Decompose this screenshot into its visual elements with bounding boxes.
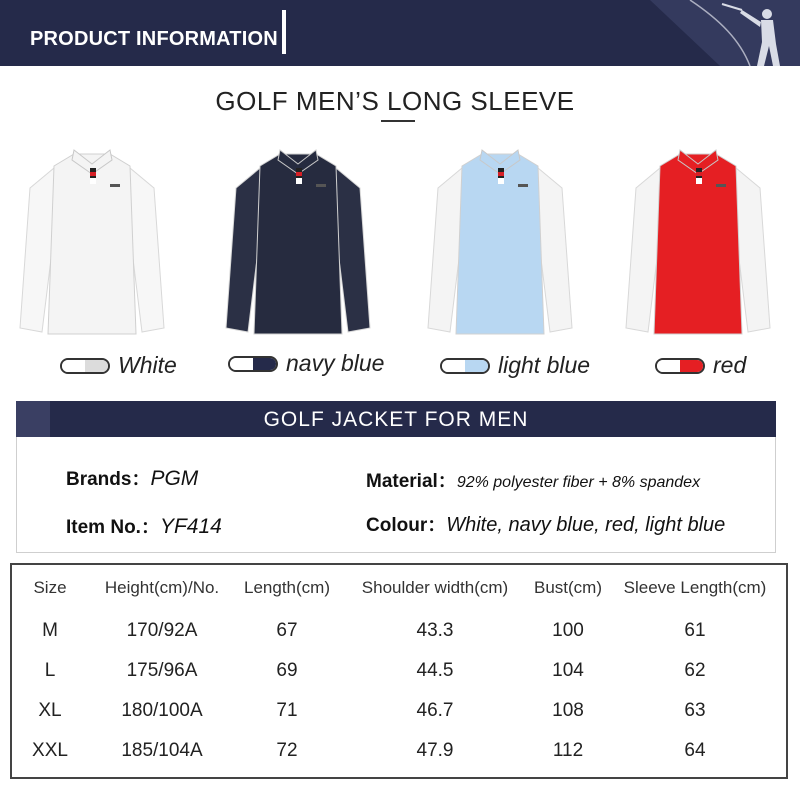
table-cell: 180/100A [121,700,203,721]
color-label: navy blue [286,350,385,376]
table-cell: XL [38,700,62,721]
table-cell: 62 [684,660,706,681]
table-cell: 64 [684,740,706,761]
shirt-3-image [420,138,580,338]
golfer-silhouette-icon [630,0,800,66]
color-option-3 [440,352,590,379]
table-cell: 63 [684,700,706,721]
shirt-1-image [12,138,172,338]
table-cell: 43.3 [416,620,454,641]
table-cell: 108 [552,700,584,721]
color-option-1 [60,352,177,379]
banner-title: PRODUCT INFORMATION [30,28,278,50]
table-cell: 46.7 [416,700,454,721]
table-header-cell: Length(cm) [244,578,330,597]
table-cell: 61 [684,620,706,641]
item-value: YF414 [159,515,222,538]
material-row [366,466,700,493]
color-label: light blue [498,352,591,378]
colour-value: White, navy blue, red, light blue [446,514,726,536]
table-cell: 44.5 [416,660,454,681]
colour-row [366,510,725,537]
table-header-cell: Size [33,578,67,597]
color-swatch [655,358,705,374]
shirt-4-image [618,138,778,338]
table-header-cell: Bust(cm) [534,578,602,597]
table-cell: XXL [32,740,68,761]
table-cell: 72 [276,740,298,761]
brand-value: PGM [150,467,199,490]
banner-divider [282,10,286,54]
material-value: 92% polyester fiber + 8% spandex [456,474,701,491]
table-cell: 112 [552,740,584,761]
color-label: White [118,352,177,378]
table-cell: 104 [552,660,584,681]
color-option-2 [228,350,384,377]
material-label: Material： [366,471,457,492]
title-underline [381,120,415,122]
table-header-cell: Shoulder width(cm) [361,578,509,597]
color-option-4 [655,352,746,379]
table-cell: 100 [552,620,584,641]
colour-label: Colour： [366,515,447,536]
table-cell: M [42,620,58,641]
table-cell: 69 [276,660,298,681]
table-cell: 67 [276,620,298,641]
table-cell: L [44,660,56,681]
shirt-2-image [218,138,378,338]
table-cell: 185/104A [121,740,203,761]
header-banner [0,0,800,66]
table-cell: 71 [276,700,298,721]
table-header-cell: Height(cm)/No. [104,578,220,597]
jacket-section-title: GOLF JACKET FOR MEN [263,408,529,431]
brand-row [66,464,198,491]
table-cell: 175/96A [126,660,198,681]
page-title: GOLF MEN’S LONG SLEEVE [215,86,575,116]
item-row [66,512,222,539]
brand-label: Brands： [66,469,151,490]
table-cell: 170/92A [126,620,198,641]
table-cell: 47.9 [416,740,454,761]
item-label: Item No.： [66,517,160,538]
table-header-cell: Sleeve Length(cm) [623,578,767,597]
color-label: red [713,352,747,378]
color-swatch [440,358,490,374]
color-swatch [228,356,278,372]
color-swatch [60,358,110,374]
